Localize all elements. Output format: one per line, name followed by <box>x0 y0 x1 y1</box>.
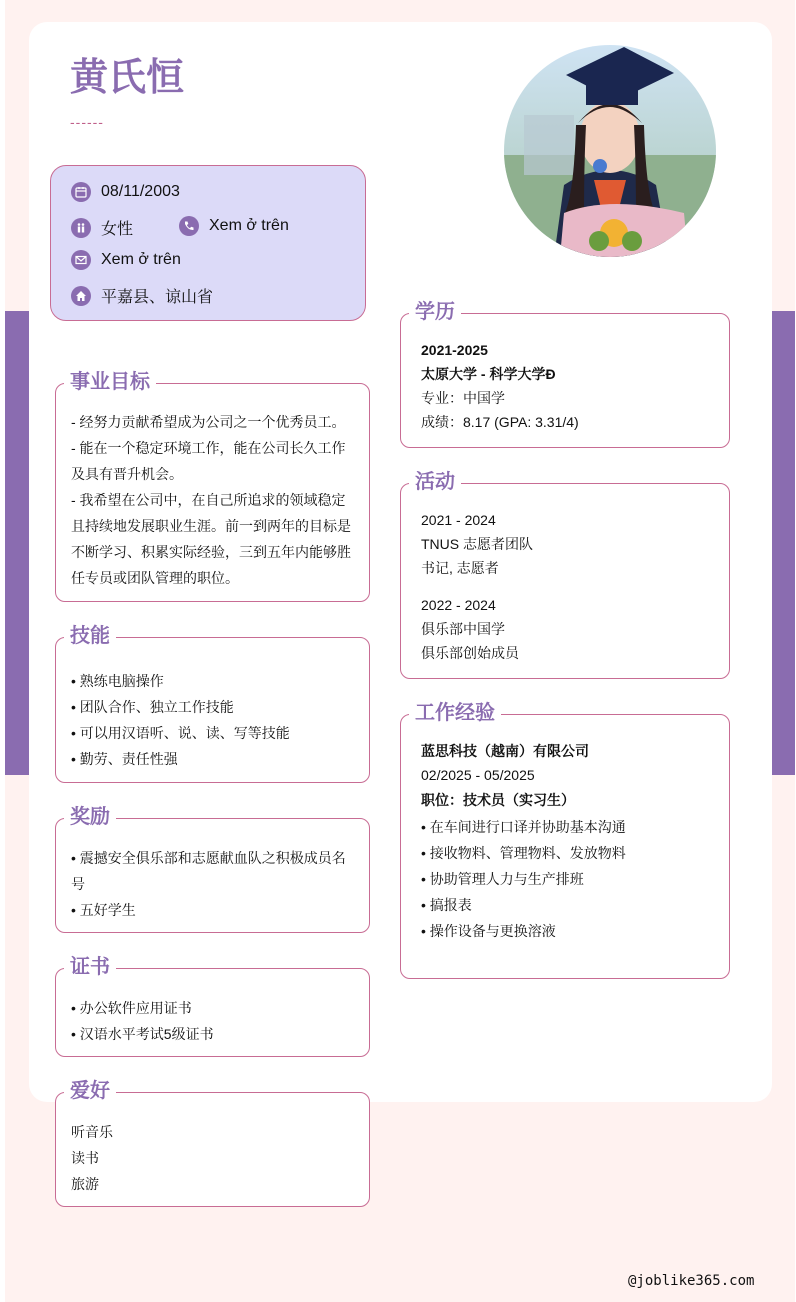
certificates-title: 证书 <box>64 953 116 981</box>
experience-company: 蓝思科技（越南）有限公司 <box>421 743 589 759</box>
awards-section <box>55 806 370 933</box>
awards-title: 奖励 <box>64 803 116 831</box>
address-text: 平嘉县、谅山省 <box>101 289 214 306</box>
experience-title: 工作经验 <box>409 699 501 727</box>
experience-body <box>421 739 717 944</box>
education-school: 太原大学 - 科学大学Đ <box>421 366 556 382</box>
award-item: • 五好学生 <box>71 902 136 918</box>
objective-line: - 我希望在公司中，在自己所追求的领域稳定且持续地发展职业生涯。前一到两年的目标是不断学习、积累实际经验，三到五年内能够胜任专员或团队管理的职位。 <box>71 492 351 586</box>
education-title: 学历 <box>409 298 461 326</box>
right-accent-band <box>772 311 795 775</box>
certificate-item: • 办公软件应用证书 <box>71 1000 192 1016</box>
education-body <box>421 338 717 434</box>
gender-text: 女性 <box>101 221 134 238</box>
experience-period: 02/2025 - 05/2025 <box>421 767 535 783</box>
education-section <box>400 301 730 448</box>
hobbies-title: 爱好 <box>64 1077 116 1105</box>
hobby-item: 旅游 <box>71 1176 99 1192</box>
hobby-item: 听音乐 <box>71 1124 113 1140</box>
objective-line: - 能在一个稳定环境工作，能在公司长久工作及具有晋升机会。 <box>71 440 346 482</box>
awards-body <box>71 845 357 923</box>
education-major: 专业：中国学 <box>421 390 505 406</box>
experience-position: 职位：技术员（实习生） <box>421 792 575 808</box>
email-icon <box>71 250 91 270</box>
candidate-name: 黄氏恒 <box>70 57 185 99</box>
duty-item: • 操作设备与更换溶液 <box>421 923 556 939</box>
skill-item: • 可以用汉语听、说、读、写等技能 <box>71 725 290 741</box>
skills-body <box>71 668 357 772</box>
duty-item: • 接收物料、管理物料、发放物料 <box>421 845 626 861</box>
hobbies-body <box>71 1119 357 1197</box>
duty-item: • 协助管理人力与生产排班 <box>421 871 584 887</box>
education-grade: 成绩：8.17 (GPA: 3.31/4) <box>421 414 579 430</box>
skills-title: 技能 <box>64 622 116 650</box>
skills-section <box>55 625 370 783</box>
address-row <box>71 284 213 307</box>
gender-row <box>71 216 133 239</box>
skill-item: • 勤劳、责任性强 <box>71 751 178 767</box>
hobbies-section <box>55 1080 370 1207</box>
skill-item: • 团队合作、独立工作技能 <box>71 699 234 715</box>
objective-line: - 经努力贡献希望成为公司之一个优秀员工。 <box>71 414 346 430</box>
name-underline: ------ <box>70 114 104 130</box>
activity-role: 书记, 志愿者 <box>421 560 499 576</box>
activities-body <box>421 508 717 665</box>
birthday-row <box>71 182 180 202</box>
activities-title: 活动 <box>409 468 461 496</box>
education-years: 2021-2025 <box>421 342 488 358</box>
birthday-text: 08/11/2003 <box>101 183 180 200</box>
duty-item: • 在车间进行口译并协助基本沟通 <box>421 819 626 835</box>
certificate-item: • 汉语水平考试5级证书 <box>71 1026 214 1042</box>
watermark-text: @joblike365.com <box>628 1273 755 1289</box>
activity-org: TNUS 志愿者团队 <box>421 536 533 552</box>
award-item: • 震撼安全俱乐部和志愿献血队之积极成员名号 <box>71 850 346 892</box>
calendar-icon <box>71 182 91 202</box>
objective-title: 事业目标 <box>64 368 156 396</box>
certificates-section <box>55 956 370 1057</box>
activities-section <box>400 471 730 679</box>
certificates-body <box>71 995 357 1047</box>
left-accent-band <box>5 311 29 775</box>
activity-years: 2022 - 2024 <box>421 597 496 613</box>
duty-item: • 搞报表 <box>421 897 472 913</box>
activity-years: 2021 - 2024 <box>421 512 496 528</box>
phone-row <box>179 216 289 236</box>
experience-section <box>400 702 730 979</box>
profile-photo <box>504 45 716 257</box>
email-text: Xem ở trên <box>101 251 181 268</box>
email-row <box>71 250 181 270</box>
objective-section <box>55 371 370 602</box>
skill-item: • 熟练电脑操作 <box>71 673 164 689</box>
phone-icon <box>179 216 199 236</box>
phone-text: Xem ở trên <box>209 217 289 234</box>
activity-role: 俱乐部创始成员 <box>421 645 519 661</box>
gender-icon <box>71 218 91 238</box>
activity-org: 俱乐部中国学 <box>421 621 505 637</box>
home-icon <box>71 286 91 306</box>
objective-body <box>71 409 357 591</box>
hobby-item: 读书 <box>71 1150 99 1166</box>
